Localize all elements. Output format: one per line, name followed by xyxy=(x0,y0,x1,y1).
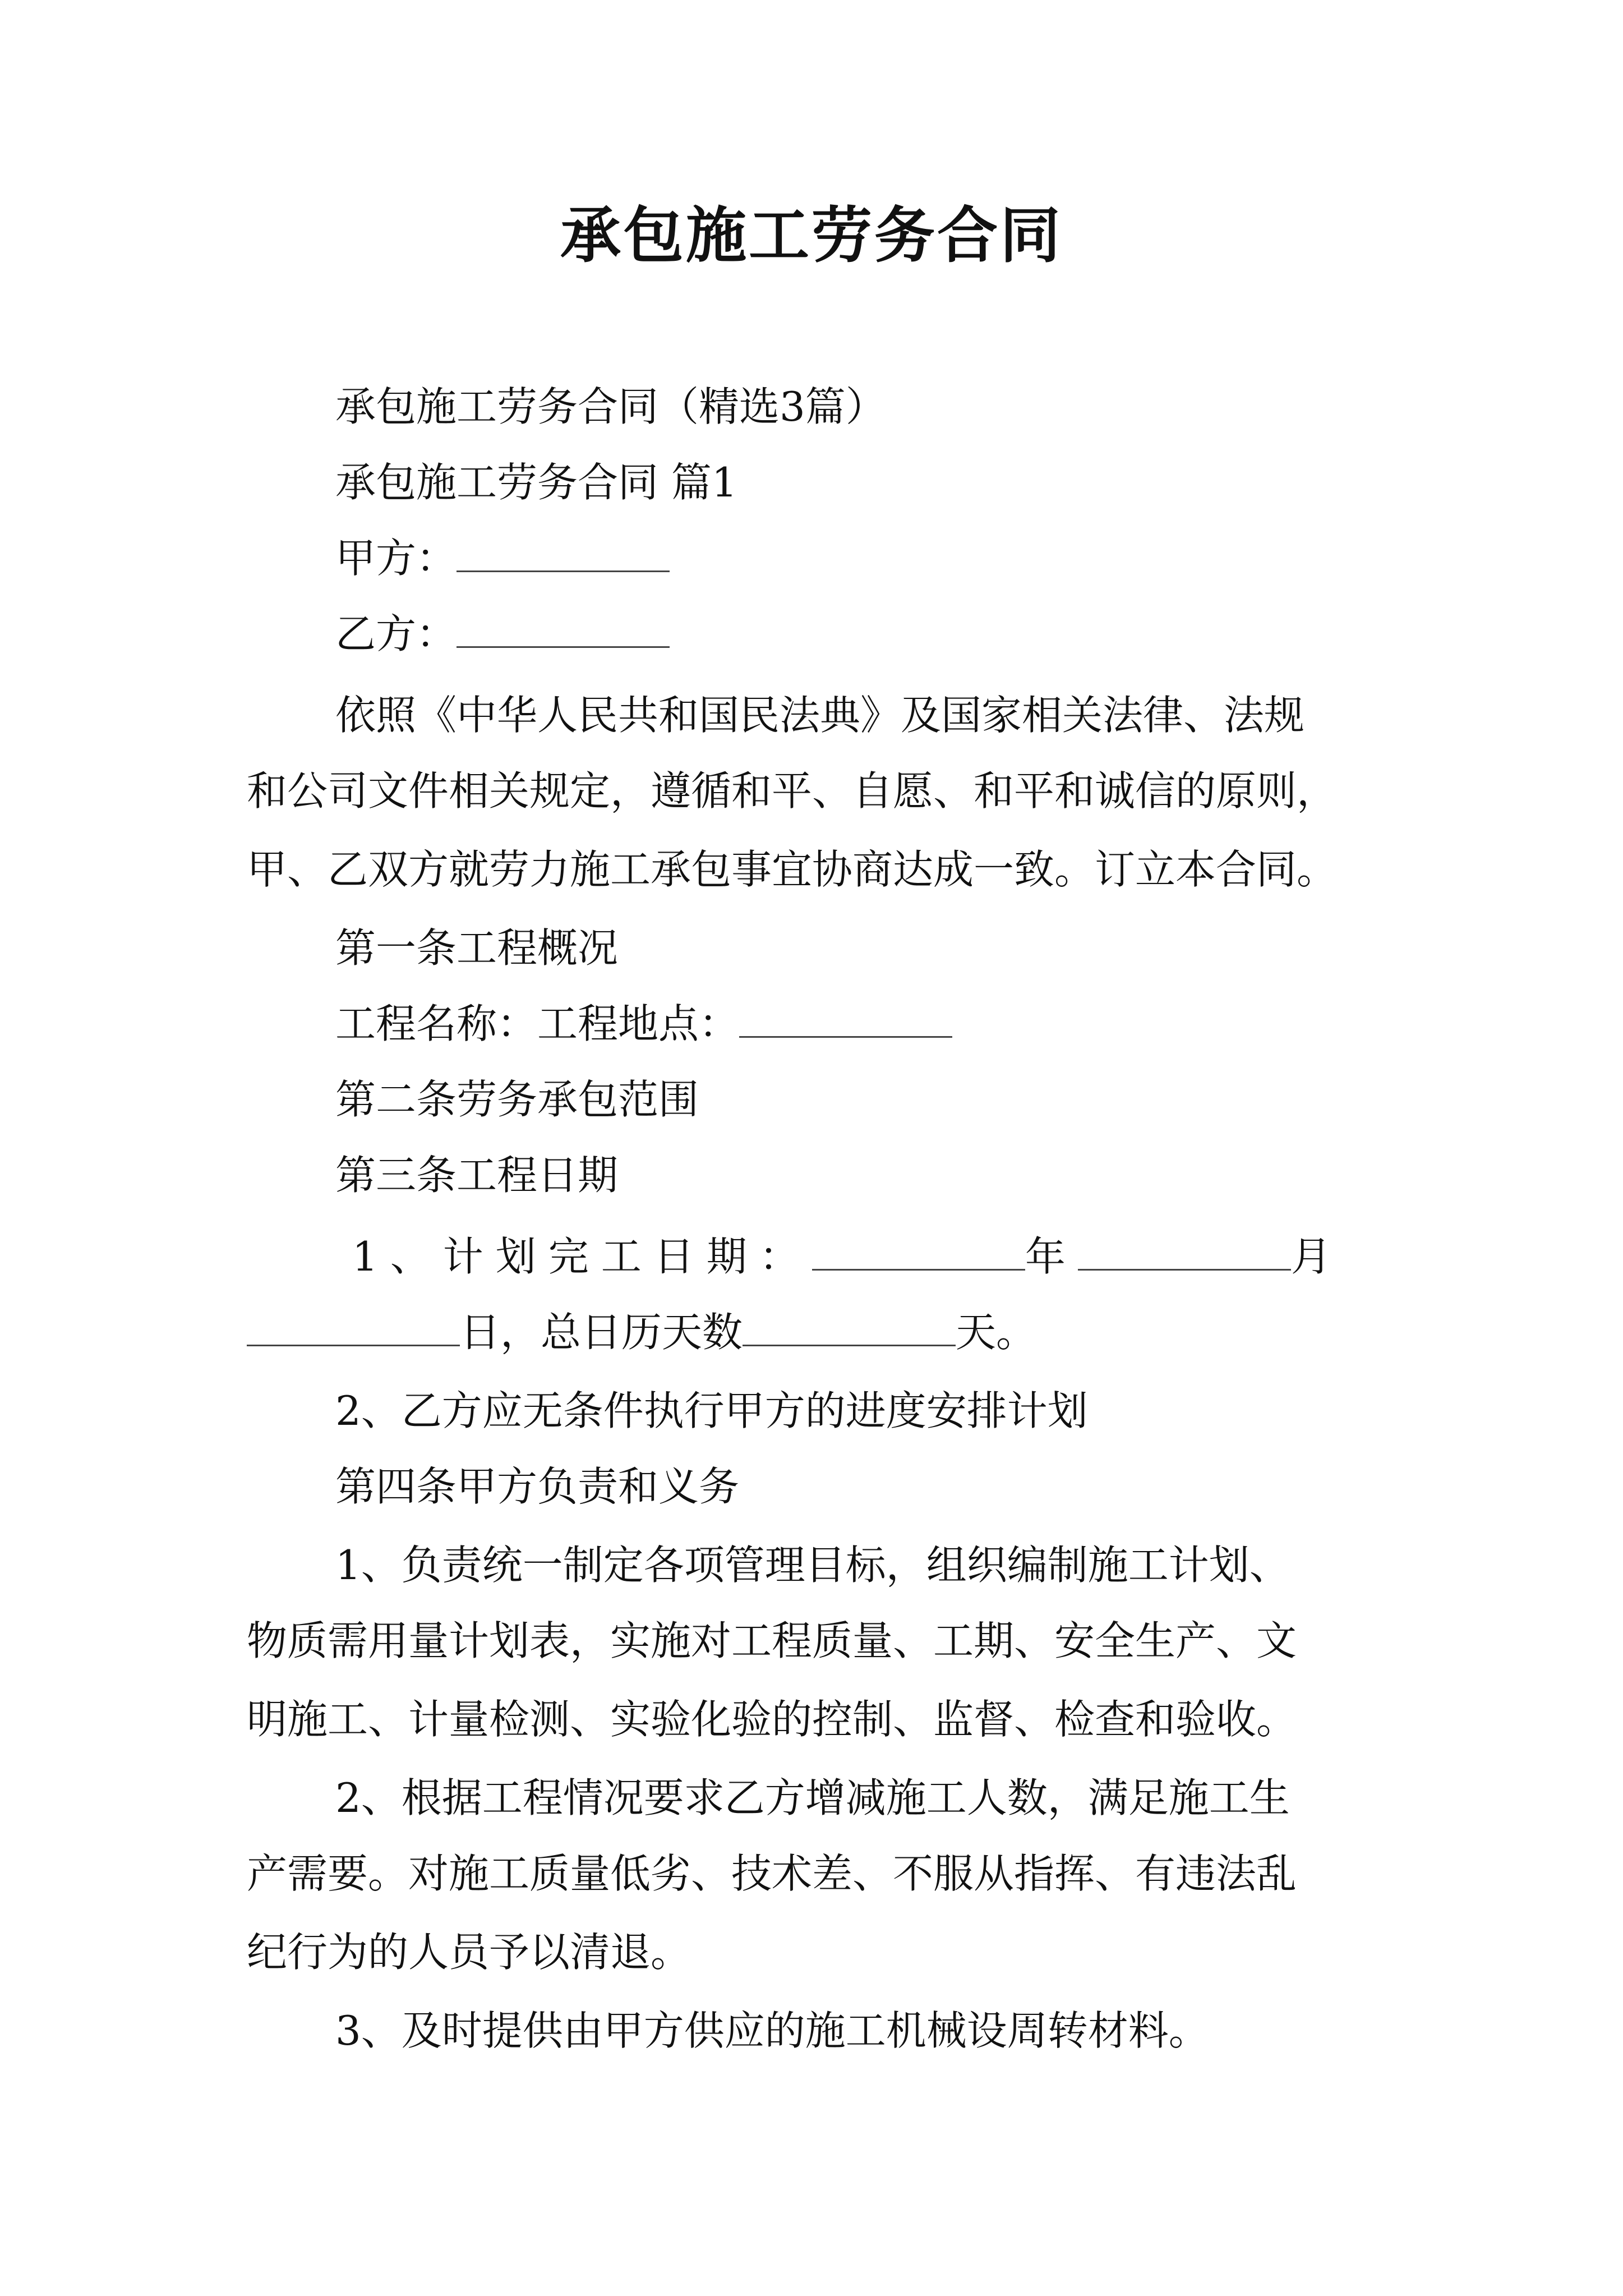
article-1-title: 第一条工程概况 xyxy=(335,924,619,972)
party-a-line xyxy=(335,533,670,583)
party-b-line xyxy=(335,609,670,659)
article-4-item-1-line-2: 物质需用量计划表，实施对工程质量、工期、安全生产、文 xyxy=(247,1617,1297,1664)
intro-line-3: 甲、乙双方就劳力施工承包事宜协商达成一致。订立本合同。 xyxy=(247,846,1338,893)
intro-line-2: 和公司文件相关规定，遵循和平、自愿、和平和诚信的原则， xyxy=(247,767,1338,815)
article-4-item-2-line-1: 2、根据工程情况要求乙方增减施工人数，满足施工生 xyxy=(335,1774,1290,1821)
part-heading: 承包施工劳务合同 篇1 xyxy=(335,459,737,506)
year-blank xyxy=(812,1266,1025,1271)
article-4-title: 第四条甲方负责和义务 xyxy=(335,1463,740,1510)
party-a-label: 甲方： xyxy=(335,535,457,582)
intro-line-1: 依照《中华人民共和国民法典》及国家相关法律、法规 xyxy=(335,692,1305,739)
month-label: 月 xyxy=(1290,1233,1344,1280)
day-label: 日，总日历天数 xyxy=(460,1309,743,1356)
planned-completion-label: 1、计划完工日期： xyxy=(352,1233,812,1280)
document-subtitle: 承包施工劳务合同（精选3篇） xyxy=(335,383,886,430)
year-label: 年 xyxy=(1025,1233,1078,1280)
day-blank xyxy=(247,1341,460,1346)
month-blank xyxy=(1078,1266,1291,1271)
article-4-item-2-line-3: 纪行为的人员予以清退。 xyxy=(247,1929,691,1976)
article-3-item-1-line-1 xyxy=(352,1231,1344,1282)
article-4-item-1-line-1: 1、负责统一制定各项管理目标，组织编制施工计划、 xyxy=(335,1542,1290,1589)
article-3-item-2: 2、乙方应无条件执行甲方的进度安排计划 xyxy=(335,1387,1088,1434)
article-1-line xyxy=(335,999,952,1049)
total-days-blank xyxy=(743,1341,956,1346)
party-b-label: 乙方： xyxy=(335,610,457,657)
article-4-item-1-line-3: 明施工、计量检测、实验化验的控制、监督、检查和验收。 xyxy=(247,1696,1297,1743)
days-label: 天。 xyxy=(956,1309,1037,1356)
project-name-location-label: 工程名称：工程地点： xyxy=(335,1000,740,1047)
article-4-item-2-line-2: 产需要。对施工质量低劣、技术差、不服从指挥、有违法乱 xyxy=(247,1850,1297,1897)
article-3-title: 第三条工程日期 xyxy=(335,1152,619,1199)
article-2-title: 第二条劳务承包范围 xyxy=(335,1076,699,1123)
party-b-blank xyxy=(457,643,670,648)
article-4-item-3: 3、及时提供由甲方供应的施工机械设周转材料。 xyxy=(335,2007,1209,2054)
article-3-item-1-line-2 xyxy=(247,1307,1036,1358)
project-location-blank xyxy=(739,1033,952,1038)
party-a-blank xyxy=(457,567,670,572)
document-title: 承包施工劳务合同 xyxy=(560,200,1063,271)
